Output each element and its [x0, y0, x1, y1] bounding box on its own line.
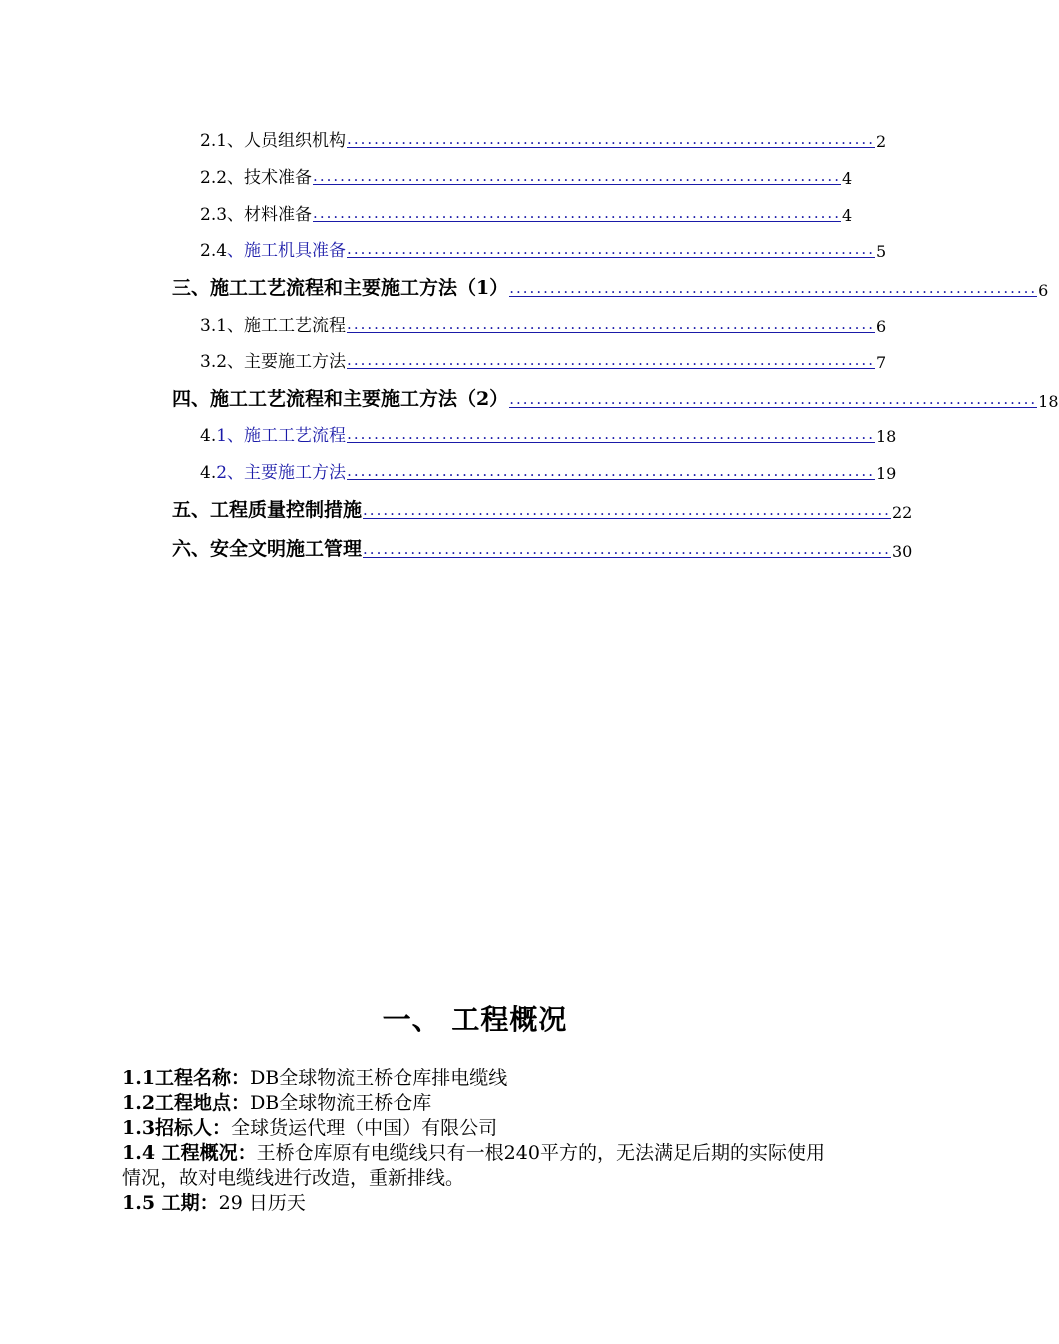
- toc-leader-dots: ..............................................................................: [363, 540, 891, 558]
- section-heading: 一、 工程概况: [382, 1003, 568, 1036]
- toc-entry-number: 3.2、: [200, 352, 245, 372]
- toc-entry-title[interactable]: 1、施工工艺流程: [216, 426, 347, 446]
- toc-entry-number: 3.1、: [200, 316, 245, 336]
- toc-entry-title[interactable]: 技术准备: [244, 168, 313, 188]
- toc-page-number: 4: [841, 206, 853, 225]
- overview-item: [122, 1191, 832, 1216]
- toc-entry-title[interactable]: 主要施工方法: [244, 352, 347, 372]
- toc-leader-dots: ..............................................................................: [347, 130, 875, 148]
- overview-value: DB全球物流王桥仓库排电缆线: [250, 1067, 508, 1089]
- toc-page-number: 19: [875, 464, 897, 483]
- toc-entry-title[interactable]: 施工工艺流程: [244, 316, 347, 336]
- toc-page-number: 30: [891, 542, 913, 561]
- overview-value: 29 日历天: [218, 1192, 306, 1214]
- project-overview: [122, 1066, 832, 1216]
- toc-page-number: 18: [875, 427, 897, 446]
- toc-leader-dots: ..............................................................................: [509, 390, 1038, 408]
- overview-item: [122, 1116, 832, 1141]
- toc-entry-number: 2.2、: [200, 168, 245, 188]
- overview-label: 1.1工程名称：: [122, 1067, 251, 1089]
- toc-entry-title[interactable]: 工程质量控制措施: [210, 499, 363, 521]
- toc-page-number: 6: [1038, 281, 1049, 300]
- overview-item: [122, 1141, 832, 1191]
- toc-entry-number: 2.3、: [200, 205, 245, 225]
- toc-entry-title[interactable]: 施工工艺流程和主要施工方法（2）: [210, 388, 509, 410]
- toc-entry[interactable]: [200, 311, 887, 336]
- toc-page-number: 2: [875, 132, 887, 151]
- toc-entry[interactable]: [172, 534, 913, 561]
- toc-leader-dots: ..............................................................................: [347, 240, 875, 258]
- toc-entry-title[interactable]: 、施工机具准备: [227, 241, 347, 261]
- toc-page-number: 6: [875, 317, 887, 336]
- toc-leader-dots: ..............................................................................: [347, 351, 875, 369]
- toc-entry-number: 六、: [172, 538, 211, 560]
- toc-entry-title[interactable]: 安全文明施工管理: [210, 538, 363, 560]
- overview-value: 全球货运代理（中国）有限公司: [231, 1117, 498, 1139]
- overview-label: 1.2工程地点：: [122, 1092, 251, 1114]
- toc-entry-number: 4.: [200, 426, 217, 446]
- overview-label: 1.5 工期：: [122, 1192, 219, 1214]
- toc-entry[interactable]: [200, 126, 887, 151]
- toc-entry[interactable]: [172, 495, 913, 522]
- toc-page-number: 4: [841, 169, 853, 188]
- toc-page-number: 18: [1038, 392, 1059, 411]
- toc-entry-number: 4.: [200, 463, 217, 483]
- toc-entry-title[interactable]: 2、主要施工方法: [216, 463, 347, 483]
- toc-page-number: 7: [875, 353, 887, 372]
- toc-leader-dots: ..............................................................................: [347, 462, 875, 480]
- toc-entry-number: 四、: [172, 388, 211, 410]
- toc-entry[interactable]: [200, 458, 897, 483]
- toc-leader-dots: ..............................................................................: [509, 279, 1038, 297]
- toc-entry[interactable]: [200, 347, 887, 372]
- overview-item: [122, 1091, 832, 1116]
- toc-entry[interactable]: [200, 200, 853, 225]
- toc-entry[interactable]: [200, 421, 897, 446]
- toc-entry-number: 2.4: [200, 241, 228, 261]
- overview-label: 1.3招标人：: [122, 1117, 232, 1139]
- toc-entry-number: 五、: [172, 499, 211, 521]
- toc-leader-dots: ..............................................................................: [313, 204, 841, 222]
- toc-entry[interactable]: [172, 273, 1049, 300]
- toc-leader-dots: ..............................................................................: [313, 167, 841, 185]
- toc-entry-number: 2.1、: [200, 131, 245, 151]
- overview-item: [122, 1066, 832, 1091]
- toc-page-number: 5: [875, 242, 887, 261]
- toc-page-number: 22: [891, 503, 913, 522]
- toc-leader-dots: ..............................................................................: [347, 425, 875, 443]
- toc-entry-title[interactable]: 材料准备: [244, 205, 313, 225]
- toc-entry-title[interactable]: 施工工艺流程和主要施工方法（1）: [210, 277, 509, 299]
- overview-value: 王桥仓库原有电缆线只有一根240平方的，无法满足后期的实际使用情况，故对电缆线进行改造，重新排线。: [122, 1142, 825, 1189]
- toc-entry[interactable]: [172, 384, 1059, 411]
- toc-entry-title[interactable]: 人员组织机构: [244, 131, 347, 151]
- overview-value: DB全球物流王桥仓库: [250, 1092, 432, 1114]
- toc-leader-dots: ..............................................................................: [363, 501, 891, 519]
- toc-entry[interactable]: [200, 163, 853, 188]
- overview-label: 1.4 工程概况：: [122, 1142, 257, 1164]
- toc-entry-number: 三、: [172, 277, 211, 299]
- toc-leader-dots: ..............................................................................: [347, 315, 875, 333]
- toc-entry[interactable]: [200, 236, 887, 261]
